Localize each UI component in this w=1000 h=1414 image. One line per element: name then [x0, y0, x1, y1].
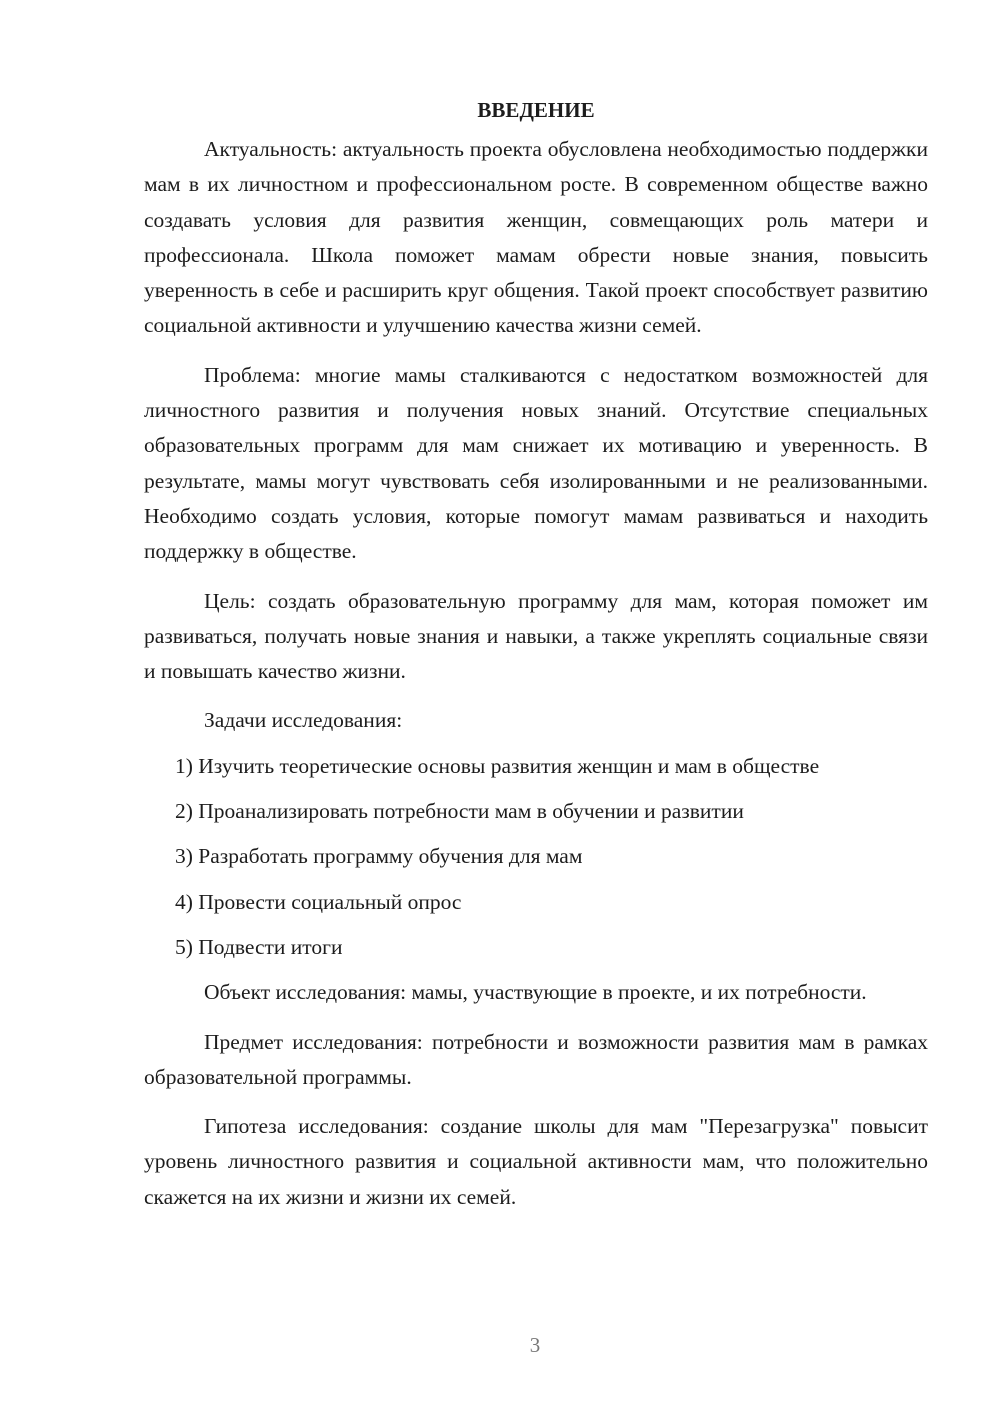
- paragraph-goal: Цель: создать образовательную программу для мам, которая поможет им развиваться, получать новые знания и навыки, а также укреплять социальные связи и повышать качество жизни.: [144, 588, 928, 684]
- list-item: 4) Провести социальный опрос: [175, 889, 462, 914]
- paragraph-object: Объект исследования: мамы, участвующие в проекте, и их потребности.: [204, 980, 867, 1005]
- paragraph-problem: Проблема: многие мамы сталкиваются с недостатком возможностей для личностного развития и получения новых знаний. Отсутствие специальных образовательных программ для мам снижает их мотивацию и уверенность. В результате, мамы могут чувствовать себя изолированными и не реализованными. Необходимо создать условия, которые помогут мамам развиваться и находить поддержку в обществе.: [144, 362, 928, 564]
- list-item: 5) Подвести итоги: [175, 934, 343, 959]
- document-page: [144, 92, 928, 1229]
- task-list: [144, 749, 928, 965]
- tasks-heading: Задачи исследования:: [204, 708, 403, 733]
- list-item: 2) Проанализировать потребности мам в обучении и развитии: [175, 799, 744, 824]
- page-title: ВВЕДЕНИЕ: [477, 98, 595, 122]
- paragraph-hypothesis: Гипотеза исследования: создание школы для мам "Перезагрузка" повысит уровень личностного развития и социальной активности мам, что положительно скажется на их жизни и жизни их семей.: [144, 1114, 928, 1209]
- list-item: 1) Изучить теоретические основы развития женщин и мам в обществе: [175, 753, 820, 778]
- paragraph-subject: Предмет исследования: потребности и возможности развития мам в рамках образовательной программы.: [144, 1029, 928, 1089]
- page-number: 3: [529, 1333, 541, 1357]
- paragraph-relevance: Актуальность: актуальность проекта обусловлена необходимостью поддержки мам в их личностном и профессиональном росте. В современном обществе важно создавать условия для развития женщин, совмещающих роль матери и профессионала. Школа поможет мамам обрести новые знания, повысить уверенность в себе и расширить круг общения. Такой проект способствует развитию социальной активности и улучшению качества жизни семей.: [144, 137, 928, 338]
- list-item: 3) Разработать программу обучения для мам: [175, 844, 583, 869]
